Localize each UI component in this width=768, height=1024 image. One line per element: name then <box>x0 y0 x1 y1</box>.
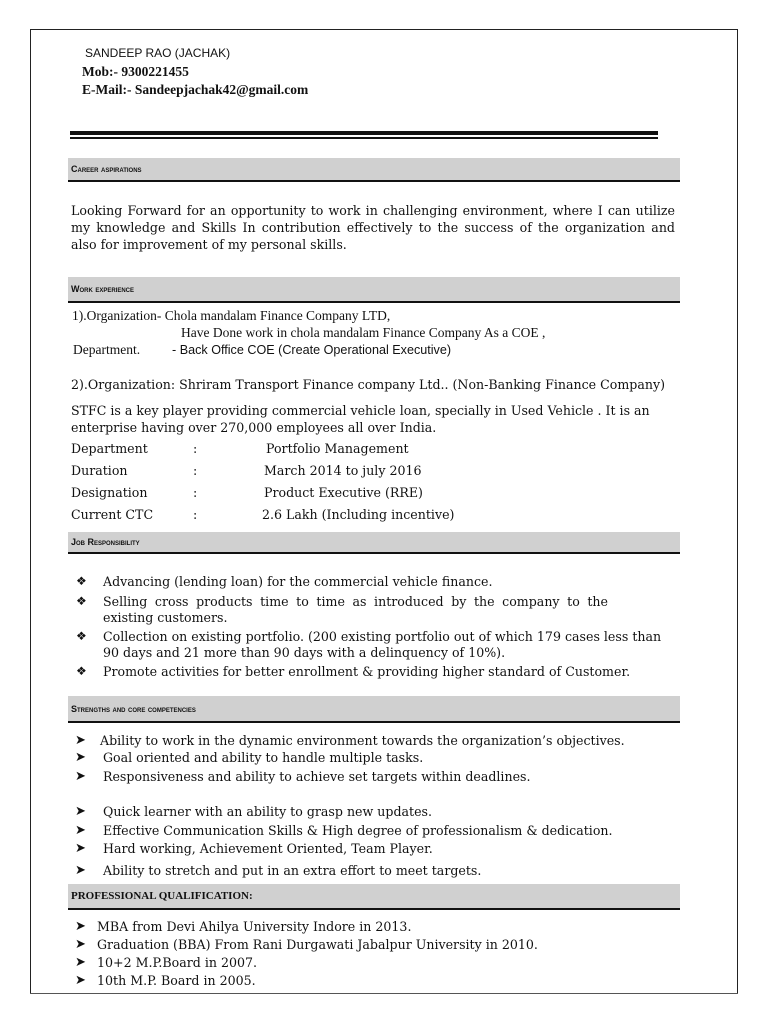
detail-sep-department: : <box>193 441 198 456</box>
arrow-bullet-icon: ➤ <box>75 804 86 819</box>
detail-label-duration: Duration <box>71 463 128 478</box>
strength-item: Goal oriented and ability to handle multiple tasks. <box>103 750 424 765</box>
job-item: Collection on existing portfolio. (200 existing portfolio out of which 179 cases less than 90 days and 21 more than 90 days with a delinquency of 10%). <box>103 629 662 660</box>
detail-value-designation: Product Executive (RRE) <box>264 485 423 500</box>
arrow-bullet-icon: ➤ <box>75 841 86 856</box>
arrow-bullet-icon: ➤ <box>75 919 86 934</box>
job-item: Advancing (lending loan) for the commercial vehicle finance. <box>103 574 493 589</box>
arrow-bullet-icon: ➤ <box>75 955 86 970</box>
org1-line1: 1).Organization- Chola mandalam Finance Company LTD, <box>72 308 391 323</box>
strength-item: Ability to work in the dynamic environment towards the organization’s objectives. <box>100 733 625 748</box>
org1-line2: Have Done work in chola mandalam Finance Company As a COE , <box>181 325 546 340</box>
detail-value-department: Portfolio Management <box>266 441 409 456</box>
qualification-item: 10+2 M.P.Board in 2007. <box>97 955 258 970</box>
email-address: E-Mail:- Sandeepjachak42@gmail.com <box>82 82 309 97</box>
org2-desc: STFC is a key player providing commercial vehicle loan, specially in Used Vehicle . It is an enterprise having over 270,000 employees all over India. <box>71 403 650 435</box>
arrow-bullet-icon: ➤ <box>75 769 86 784</box>
strength-item: Effective Communication Skills & High degree of professionalism & dedication. <box>103 823 613 838</box>
header-divider-thick <box>70 131 658 135</box>
arrow-bullet-icon: ➤ <box>75 973 86 988</box>
qualification-item: MBA from Devi Ahilya University Indore in 2013. <box>97 919 412 934</box>
org1-dept-value: - Back Office COE (Create Operational Executive) <box>172 343 452 357</box>
detail-value-duration: March 2014 to july 2016 <box>264 463 422 478</box>
strength-item: Responsiveness and ability to achieve set targets within deadlines. <box>103 769 531 784</box>
job-heading: Job Responsibility <box>68 532 680 554</box>
header-divider-thin <box>70 137 658 139</box>
strengths-heading: Strengths and core competencies <box>68 696 680 723</box>
career-text: Looking Forward for an opportunity to work in challenging environment, where I can utilize my knowledge and Skills In contribution effectively to the success of the organization and also for improvement of my personal skills. <box>71 203 675 252</box>
detail-label-department: Department <box>71 441 148 456</box>
qualification-item: Graduation (BBA) From Rani Durgawati Jabalpur University in 2010. <box>97 937 538 952</box>
strength-item: Hard working, Achievement Oriented, Team Player. <box>103 841 433 856</box>
job-item: Promote activities for better enrollment & providing higher standard of Customer. <box>103 664 631 679</box>
diamond-bullet-icon: ❖ <box>76 664 87 678</box>
detail-value-ctc: 2.6 Lakh (Including incentive) <box>262 507 455 522</box>
arrow-bullet-icon: ➤ <box>75 937 86 952</box>
qualification-heading: PROFESSIONAL QUALIFICATION: <box>68 884 680 910</box>
mobile-number: Mob:- 9300221455 <box>82 64 189 79</box>
detail-label-designation: Designation <box>71 485 148 500</box>
arrow-bullet-icon: ➤ <box>75 823 86 838</box>
detail-sep-ctc: : <box>193 507 198 522</box>
diamond-bullet-icon: ❖ <box>76 574 87 588</box>
diamond-bullet-icon: ❖ <box>76 594 87 608</box>
arrow-bullet-icon: ➤ <box>75 733 86 748</box>
page-bottom-edge <box>30 993 738 994</box>
strength-item: Ability to stretch and put in an extra effort to meet targets. <box>103 863 482 878</box>
org2-line: 2).Organization: Shriram Transport Finance company Ltd.. (Non-Banking Finance Company) <box>71 377 665 392</box>
career-heading: Career aspirations <box>68 158 680 182</box>
arrow-bullet-icon: ➤ <box>75 863 86 878</box>
org1-dept-label: Department. <box>73 342 141 357</box>
qualification-item: 10th M.P. Board in 2005. <box>97 973 256 988</box>
detail-sep-duration: : <box>193 463 198 478</box>
detail-label-ctc: Current CTC <box>71 507 154 522</box>
work-heading: Work experience <box>68 277 680 303</box>
job-item: Selling cross products time to time as introduced by the company to the existing customers. <box>103 594 608 625</box>
arrow-bullet-icon: ➤ <box>75 750 86 765</box>
detail-sep-designation: : <box>193 485 198 500</box>
diamond-bullet-icon: ❖ <box>76 629 87 643</box>
strength-item: Quick learner with an ability to grasp new updates. <box>103 804 433 819</box>
candidate-name: SANDEEP RAO (JACHAK) <box>85 46 231 60</box>
